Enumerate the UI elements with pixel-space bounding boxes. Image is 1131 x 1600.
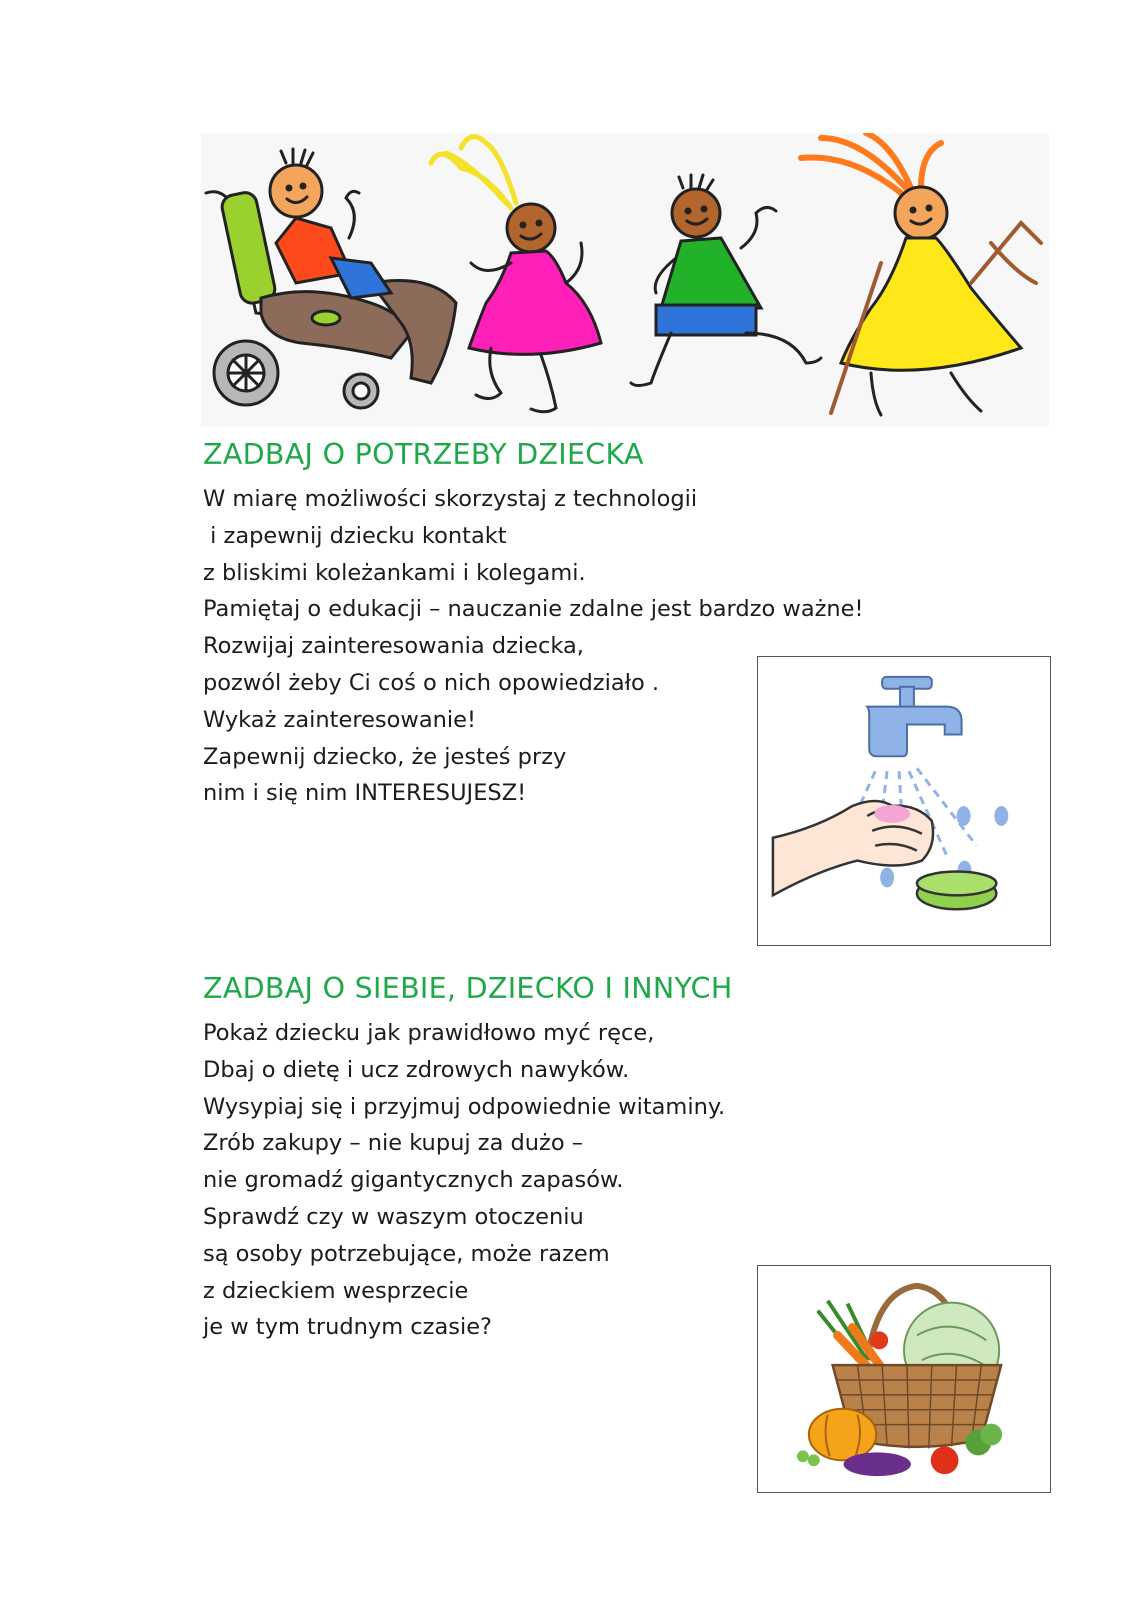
section2-line: Zrób zakupy – nie kupuj za dużo – [203,1130,584,1157]
section2-line: z dzieckiem wesprzecie [203,1277,469,1304]
section1-line: Zapewnij dziecko, że jesteś przy [203,743,567,770]
vegetable-basket-icon [758,1266,1050,1492]
section1-line: nim i się nim INTERESUJESZ! [203,780,527,807]
section1-line: Rozwijaj zainteresowania dziecka, [203,633,584,660]
handwashing-image [757,656,1051,946]
section2-line: je w tym trudnym czasie? [203,1314,492,1341]
section1-line: W miarę możliwości skorzystaj z technologii [203,486,698,512]
section1-line: z bliskimi koleżankami i kolegami. [203,559,586,586]
children-playing-icon [201,133,1049,427]
section2-line: Wysypiaj się i przyjmuj odpowiednie witaminy. [203,1093,726,1120]
section1-line: i zapewnij dziecku kontakt [203,522,507,549]
banner-illustration [201,133,1049,427]
vegetable-basket-image [757,1265,1051,1493]
section1-line: Wykaż zainteresowanie! [203,706,476,733]
section2-text [203,1015,725,1346]
section2-line: są osoby potrzebujące, może razem [203,1240,610,1267]
handwashing-icon [758,657,1050,945]
section2-line: nie gromadź gigantycznych zapasów. [203,1167,624,1194]
section1-line: Pamiętaj o edukacji – nauczanie zdalne jest bardzo ważne! [203,596,864,623]
section2-line: Dbaj o dietę i ucz zdrowych nawyków. [203,1056,630,1083]
section2-heading: ZADBAJ O SIEBIE, DZIECKO I INNYCH [203,972,733,1005]
section1-line: pozwól żeby Ci coś o nich opowiedziało . [203,669,660,696]
section2-line: Sprawdź czy w waszym otoczeniu [203,1203,584,1230]
section1-heading: ZADBAJ O POTRZEBY DZIECKA [203,438,644,471]
section2-line: Pokaż dziecku jak prawidłowo myć ręce, [203,1020,655,1046]
